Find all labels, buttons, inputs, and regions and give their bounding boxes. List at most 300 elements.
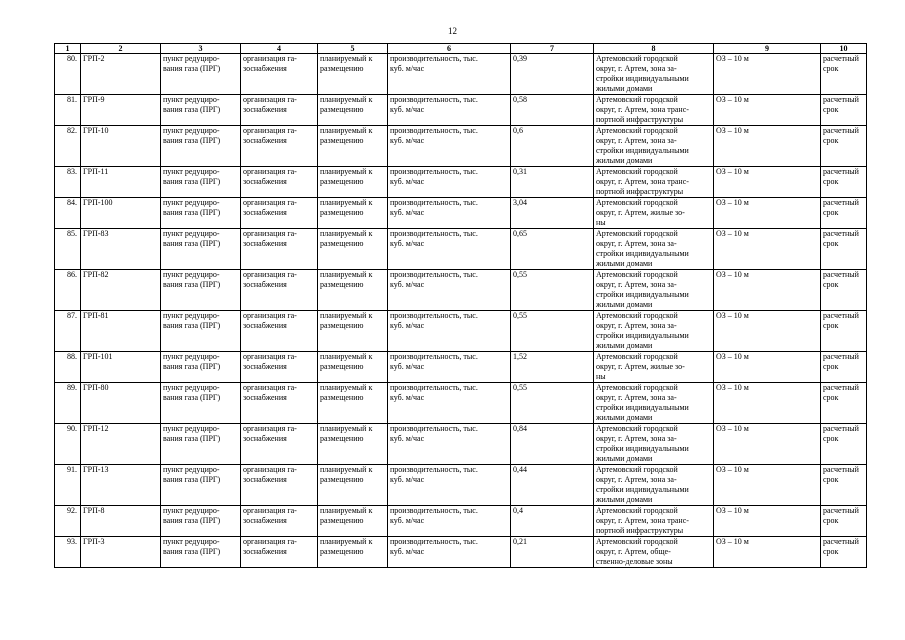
object-type-cell — [161, 506, 241, 537]
object-purpose: организация га- зоснабжения — [243, 229, 297, 248]
object-type: пункт редуциро- вания газа (ПРГ) — [163, 270, 221, 289]
row-number: 93. — [67, 537, 77, 546]
row-number-cell — [55, 167, 81, 198]
object-name: ГРП-3 — [83, 537, 105, 546]
object-name-cell — [81, 424, 161, 465]
table-row — [55, 537, 867, 568]
implementation-term-cell — [821, 424, 867, 465]
row-number-cell — [55, 465, 81, 506]
object-status-cell — [318, 537, 388, 568]
table-row — [55, 465, 867, 506]
object-status: планируемый к размещению — [320, 352, 373, 371]
zone-with-special-conditions-cell — [714, 167, 821, 198]
object-parameter: производительность, тыс. куб. м/час — [390, 95, 478, 114]
table-row — [55, 311, 867, 352]
object-type: пункт редуциро- вания газа (ПРГ) — [163, 95, 221, 114]
object-status: планируемый к размещению — [320, 54, 373, 73]
object-location-cell — [594, 198, 714, 229]
object-location: Артемовский городской округ, г. Артем, жилые зо- ны — [596, 198, 685, 227]
object-location: Артемовский городской округ, г. Артем, зона за- стройки индивидуальными жилыми домами — [596, 424, 689, 463]
object-status-cell — [318, 311, 388, 352]
implementation-term: расчетный срок — [823, 537, 859, 556]
object-purpose-cell — [241, 229, 318, 270]
object-parameter-cell — [388, 167, 511, 198]
object-purpose: организация га- зоснабжения — [243, 95, 297, 114]
object-name: ГРП-2 — [83, 54, 105, 63]
parameter-value: 0,58 — [513, 95, 527, 104]
parameter-value-cell — [511, 198, 594, 229]
row-number-cell — [55, 383, 81, 424]
object-parameter-cell — [388, 270, 511, 311]
zone-with-special-conditions-cell — [714, 95, 821, 126]
object-type-cell — [161, 383, 241, 424]
object-type-cell — [161, 167, 241, 198]
object-purpose-cell — [241, 54, 318, 95]
object-status: планируемый к размещению — [320, 465, 373, 484]
row-number-cell — [55, 95, 81, 126]
object-purpose: организация га- зоснабжения — [243, 383, 297, 402]
zone-with-special-conditions-cell — [714, 311, 821, 352]
zone-with-special-conditions-cell — [714, 424, 821, 465]
object-purpose-cell — [241, 537, 318, 568]
column-number: 7 — [511, 44, 594, 54]
object-purpose: организация га- зоснабжения — [243, 424, 297, 443]
column-number: 6 — [388, 44, 511, 54]
implementation-term: расчетный срок — [823, 54, 859, 73]
zone-with-special-conditions: ОЗ – 10 м — [716, 270, 749, 279]
row-number-cell — [55, 198, 81, 229]
object-parameter-cell — [388, 465, 511, 506]
object-name: ГРП-83 — [83, 229, 109, 238]
zone-with-special-conditions: ОЗ – 10 м — [716, 126, 749, 135]
object-location: Артемовский городской округ, г. Артем, зона за- стройки индивидуальными жилыми домами — [596, 54, 689, 93]
object-parameter: производительность, тыс. куб. м/час — [390, 465, 478, 484]
object-type-cell — [161, 424, 241, 465]
table-row — [55, 198, 867, 229]
object-parameter-cell — [388, 537, 511, 568]
parameter-value-cell — [511, 311, 594, 352]
parameter-value-cell — [511, 95, 594, 126]
object-location: Артемовский городской округ, г. Артем, зона транс- портной инфраструктуры — [596, 506, 689, 535]
object-name-cell — [81, 167, 161, 198]
zone-with-special-conditions-cell — [714, 465, 821, 506]
column-number: 5 — [318, 44, 388, 54]
object-type-cell — [161, 198, 241, 229]
object-name-cell — [81, 311, 161, 352]
object-status-cell — [318, 126, 388, 167]
object-purpose-cell — [241, 167, 318, 198]
object-parameter: производительность, тыс. куб. м/час — [390, 383, 478, 402]
object-type: пункт редуциро- вания газа (ПРГ) — [163, 537, 221, 556]
object-type: пункт редуциро- вания газа (ПРГ) — [163, 167, 221, 186]
object-purpose: организация га- зоснабжения — [243, 54, 297, 73]
object-name-cell — [81, 126, 161, 167]
object-parameter-cell — [388, 506, 511, 537]
object-parameter-cell — [388, 229, 511, 270]
object-type-cell — [161, 352, 241, 383]
object-status-cell — [318, 270, 388, 311]
object-status-cell — [318, 54, 388, 95]
object-location: Артемовский городской округ, г. Артем, обще- ственно-деловые зоны — [596, 537, 678, 566]
object-name-cell — [81, 465, 161, 506]
parameter-value-cell — [511, 506, 594, 537]
object-purpose-cell — [241, 465, 318, 506]
row-number-cell — [55, 506, 81, 537]
object-purpose-cell — [241, 311, 318, 352]
row-number: 89. — [67, 383, 77, 392]
object-status: планируемый к размещению — [320, 126, 373, 145]
row-number: 86. — [67, 270, 77, 279]
object-purpose-cell — [241, 270, 318, 311]
table-row — [55, 126, 867, 167]
parameter-value-cell — [511, 229, 594, 270]
parameter-value: 1,52 — [513, 352, 527, 361]
object-parameter-cell — [388, 311, 511, 352]
table-row — [55, 167, 867, 198]
object-status: планируемый к размещению — [320, 506, 373, 525]
parameter-value-cell — [511, 270, 594, 311]
row-number: 80. — [67, 54, 77, 63]
object-status-cell — [318, 506, 388, 537]
row-number: 82. — [67, 126, 77, 135]
row-number: 85. — [67, 229, 77, 238]
parameter-value: 0,31 — [513, 167, 527, 176]
object-location: Артемовский городской округ, г. Артем, зона за- стройки индивидуальными жилыми домами — [596, 229, 689, 268]
object-status: планируемый к размещению — [320, 270, 373, 289]
object-location: Артемовский городской округ, г. Артем, зона транс- портной инфраструктуры — [596, 167, 689, 196]
row-number-cell — [55, 537, 81, 568]
zone-with-special-conditions: ОЗ – 10 м — [716, 424, 749, 433]
object-name: ГРП-9 — [83, 95, 105, 104]
zone-with-special-conditions-cell — [714, 383, 821, 424]
row-number: 90. — [67, 424, 77, 433]
object-type-cell — [161, 270, 241, 311]
object-parameter: производительность, тыс. куб. м/час — [390, 424, 478, 443]
object-name: ГРП-101 — [83, 352, 113, 361]
table-row — [55, 352, 867, 383]
parameter-value: 0,4 — [513, 506, 523, 515]
object-purpose: организация га- зоснабжения — [243, 167, 297, 186]
object-location: Артемовский городской округ, г. Артем, жилые зо- ны — [596, 352, 685, 381]
implementation-term-cell — [821, 167, 867, 198]
object-status: планируемый к размещению — [320, 95, 373, 114]
implementation-term: расчетный срок — [823, 506, 859, 525]
row-number-cell — [55, 54, 81, 95]
parameter-value: 0,84 — [513, 424, 527, 433]
object-name: ГРП-100 — [83, 198, 113, 207]
column-number: 1 — [55, 44, 81, 54]
object-location-cell — [594, 229, 714, 270]
implementation-term-cell — [821, 54, 867, 95]
column-number: 4 — [241, 44, 318, 54]
parameter-value: 0,44 — [513, 465, 527, 474]
object-parameter: производительность, тыс. куб. м/час — [390, 270, 478, 289]
parameter-value-cell — [511, 352, 594, 383]
object-status: планируемый к размещению — [320, 311, 373, 330]
object-purpose: организация га- зоснабжения — [243, 311, 297, 330]
object-name: ГРП-13 — [83, 465, 109, 474]
object-purpose: организация га- зоснабжения — [243, 537, 297, 556]
object-parameter-cell — [388, 424, 511, 465]
object-status: планируемый к размещению — [320, 229, 373, 248]
object-name-cell — [81, 270, 161, 311]
object-name-cell — [81, 198, 161, 229]
parameter-value: 0,65 — [513, 229, 527, 238]
row-number: 83. — [67, 167, 77, 176]
zone-with-special-conditions-cell — [714, 506, 821, 537]
implementation-term: расчетный срок — [823, 311, 859, 330]
table-row — [55, 270, 867, 311]
page-number: 12 — [448, 26, 457, 36]
zone-with-special-conditions: ОЗ – 10 м — [716, 198, 749, 207]
row-number-cell — [55, 424, 81, 465]
object-name-cell — [81, 383, 161, 424]
parameter-value-cell — [511, 126, 594, 167]
object-name: ГРП-12 — [83, 424, 109, 433]
implementation-term-cell — [821, 198, 867, 229]
object-location-cell — [594, 424, 714, 465]
object-type: пункт редуциро- вания газа (ПРГ) — [163, 229, 221, 248]
parameter-value: 0,6 — [513, 126, 523, 135]
object-location-cell — [594, 537, 714, 568]
table-row — [55, 506, 867, 537]
implementation-term: расчетный срок — [823, 424, 859, 443]
row-number: 92. — [67, 506, 77, 515]
zone-with-special-conditions-cell — [714, 198, 821, 229]
object-name-cell — [81, 95, 161, 126]
parameter-value: 0,21 — [513, 537, 527, 546]
implementation-term-cell — [821, 311, 867, 352]
object-purpose: организация га- зоснабжения — [243, 352, 297, 371]
implementation-term-cell — [821, 95, 867, 126]
object-purpose-cell — [241, 95, 318, 126]
object-name: ГРП-11 — [83, 167, 109, 176]
parameter-value-cell — [511, 424, 594, 465]
column-number: 9 — [714, 44, 821, 54]
object-status-cell — [318, 167, 388, 198]
object-location-cell — [594, 383, 714, 424]
parameter-value-cell — [511, 465, 594, 506]
object-name-cell — [81, 352, 161, 383]
object-type: пункт редуциро- вания газа (ПРГ) — [163, 54, 221, 73]
row-number: 84. — [67, 198, 77, 207]
object-type: пункт редуциро- вания газа (ПРГ) — [163, 465, 221, 484]
object-parameter: производительность, тыс. куб. м/час — [390, 198, 478, 217]
zone-with-special-conditions: ОЗ – 10 м — [716, 465, 749, 474]
object-name: ГРП-82 — [83, 270, 109, 279]
implementation-term-cell — [821, 352, 867, 383]
zone-with-special-conditions-cell — [714, 537, 821, 568]
object-type-cell — [161, 537, 241, 568]
column-number: 3 — [161, 44, 241, 54]
object-parameter: производительность, тыс. куб. м/час — [390, 167, 478, 186]
object-type-cell — [161, 229, 241, 270]
object-type: пункт редуциро- вания газа (ПРГ) — [163, 311, 221, 330]
object-purpose: организация га- зоснабжения — [243, 270, 297, 289]
object-type: пункт редуциро- вания газа (ПРГ) — [163, 126, 221, 145]
row-number: 88. — [67, 352, 77, 361]
parameter-value-cell — [511, 537, 594, 568]
object-status-cell — [318, 95, 388, 126]
object-purpose-cell — [241, 383, 318, 424]
object-type-cell — [161, 54, 241, 95]
table-row — [55, 424, 867, 465]
parameter-value-cell — [511, 383, 594, 424]
object-location-cell — [594, 506, 714, 537]
implementation-term-cell — [821, 383, 867, 424]
object-purpose-cell — [241, 198, 318, 229]
implementation-term: расчетный срок — [823, 95, 859, 114]
object-type: пункт редуциро- вания газа (ПРГ) — [163, 352, 221, 371]
object-name-cell — [81, 506, 161, 537]
object-name: ГРП-8 — [83, 506, 105, 515]
implementation-term-cell — [821, 465, 867, 506]
object-status: планируемый к размещению — [320, 198, 373, 217]
object-parameter: производительность, тыс. куб. м/час — [390, 311, 478, 330]
table-row — [55, 54, 867, 95]
object-location-cell — [594, 270, 714, 311]
zone-with-special-conditions: ОЗ – 10 м — [716, 54, 749, 63]
object-status: планируемый к размещению — [320, 167, 373, 186]
implementation-term: расчетный срок — [823, 352, 859, 371]
object-location-cell — [594, 311, 714, 352]
parameter-value-cell — [511, 167, 594, 198]
object-parameter-cell — [388, 198, 511, 229]
zone-with-special-conditions: ОЗ – 10 м — [716, 537, 749, 546]
object-status-cell — [318, 352, 388, 383]
table-row — [55, 95, 867, 126]
parameter-value: 3,04 — [513, 198, 527, 207]
implementation-term-cell — [821, 126, 867, 167]
object-purpose: организация га- зоснабжения — [243, 126, 297, 145]
implementation-term: расчетный срок — [823, 270, 859, 289]
object-type: пункт редуциро- вания газа (ПРГ) — [163, 424, 221, 443]
object-purpose: организация га- зоснабжения — [243, 506, 297, 525]
object-name-cell — [81, 54, 161, 95]
object-parameter-cell — [388, 352, 511, 383]
object-status-cell — [318, 383, 388, 424]
object-location: Артемовский городской округ, г. Артем, зона за- стройки индивидуальными жилыми домами — [596, 465, 689, 504]
object-parameter-cell — [388, 54, 511, 95]
object-purpose-cell — [241, 506, 318, 537]
object-location-cell — [594, 54, 714, 95]
zone-with-special-conditions-cell — [714, 54, 821, 95]
column-number-row — [55, 44, 867, 54]
object-name: ГРП-81 — [83, 311, 109, 320]
object-name: ГРП-10 — [83, 126, 109, 135]
object-location: Артемовский городской округ, г. Артем, зона транс- портной инфраструктуры — [596, 95, 689, 124]
object-type: пункт редуциро- вания газа (ПРГ) — [163, 198, 221, 217]
object-purpose-cell — [241, 126, 318, 167]
object-purpose: организация га- зоснабжения — [243, 465, 297, 484]
object-parameter-cell — [388, 383, 511, 424]
zone-with-special-conditions-cell — [714, 229, 821, 270]
object-purpose-cell — [241, 352, 318, 383]
row-number-cell — [55, 270, 81, 311]
object-status-cell — [318, 465, 388, 506]
object-location-cell — [594, 352, 714, 383]
implementation-term-cell — [821, 270, 867, 311]
object-type-cell — [161, 311, 241, 352]
parameter-value: 0,55 — [513, 270, 527, 279]
zone-with-special-conditions: ОЗ – 10 м — [716, 229, 749, 238]
zone-with-special-conditions: ОЗ – 10 м — [716, 167, 749, 176]
object-status: планируемый к размещению — [320, 537, 373, 556]
object-location: Артемовский городской округ, г. Артем, зона за- стройки индивидуальными жилыми домами — [596, 383, 689, 422]
object-parameter: производительность, тыс. куб. м/час — [390, 537, 478, 556]
zone-with-special-conditions: ОЗ – 10 м — [716, 506, 749, 515]
zone-with-special-conditions: ОЗ – 10 м — [716, 95, 749, 104]
zone-with-special-conditions: ОЗ – 10 м — [716, 311, 749, 320]
row-number-cell — [55, 126, 81, 167]
object-status-cell — [318, 198, 388, 229]
object-parameter: производительность, тыс. куб. м/час — [390, 352, 478, 371]
zone-with-special-conditions: ОЗ – 10 м — [716, 383, 749, 392]
object-type-cell — [161, 126, 241, 167]
object-status-cell — [318, 229, 388, 270]
object-purpose: организация га- зоснабжения — [243, 198, 297, 217]
row-number: 87. — [67, 311, 77, 320]
table-row — [55, 383, 867, 424]
object-location: Артемовский городской округ, г. Артем, зона за- стройки индивидуальными жилыми домами — [596, 311, 689, 350]
object-type-cell — [161, 465, 241, 506]
object-location: Артемовский городской округ, г. Артем, зона за- стройки индивидуальными жилыми домами — [596, 126, 689, 165]
object-parameter: производительность, тыс. куб. м/час — [390, 506, 478, 525]
parameter-value-cell — [511, 54, 594, 95]
row-number: 81. — [67, 95, 77, 104]
parameter-value: 0,39 — [513, 54, 527, 63]
objects-table — [54, 43, 867, 568]
object-location: Артемовский городской округ, г. Артем, зона за- стройки индивидуальными жилыми домами — [596, 270, 689, 309]
object-location-cell — [594, 465, 714, 506]
implementation-term: расчетный срок — [823, 126, 859, 145]
table-row — [55, 229, 867, 270]
row-number: 91. — [67, 465, 77, 474]
zone-with-special-conditions: ОЗ – 10 м — [716, 352, 749, 361]
object-type-cell — [161, 95, 241, 126]
implementation-term: расчетный срок — [823, 167, 859, 186]
object-name-cell — [81, 537, 161, 568]
column-number: 10 — [821, 44, 867, 54]
object-parameter: производительность, тыс. куб. м/час — [390, 54, 478, 73]
zone-with-special-conditions-cell — [714, 352, 821, 383]
object-name-cell — [81, 229, 161, 270]
object-location-cell — [594, 126, 714, 167]
row-number-cell — [55, 229, 81, 270]
implementation-term-cell — [821, 506, 867, 537]
column-number: 8 — [594, 44, 714, 54]
object-parameter: производительность, тыс. куб. м/час — [390, 229, 478, 248]
object-status: планируемый к размещению — [320, 424, 373, 443]
implementation-term: расчетный срок — [823, 198, 859, 217]
parameter-value: 0,55 — [513, 311, 527, 320]
object-type: пункт редуциро- вания газа (ПРГ) — [163, 383, 221, 402]
object-name: ГРП-80 — [83, 383, 109, 392]
row-number-cell — [55, 352, 81, 383]
implementation-term: расчетный срок — [823, 383, 859, 402]
zone-with-special-conditions-cell — [714, 126, 821, 167]
zone-with-special-conditions-cell — [714, 270, 821, 311]
parameter-value: 0,55 — [513, 383, 527, 392]
object-parameter: производительность, тыс. куб. м/час — [390, 126, 478, 145]
object-status-cell — [318, 424, 388, 465]
object-parameter-cell — [388, 126, 511, 167]
implementation-term: расчетный срок — [823, 229, 859, 248]
object-type: пункт редуциро- вания газа (ПРГ) — [163, 506, 221, 525]
implementation-term: расчетный срок — [823, 465, 859, 484]
object-purpose-cell — [241, 424, 318, 465]
implementation-term-cell — [821, 229, 867, 270]
